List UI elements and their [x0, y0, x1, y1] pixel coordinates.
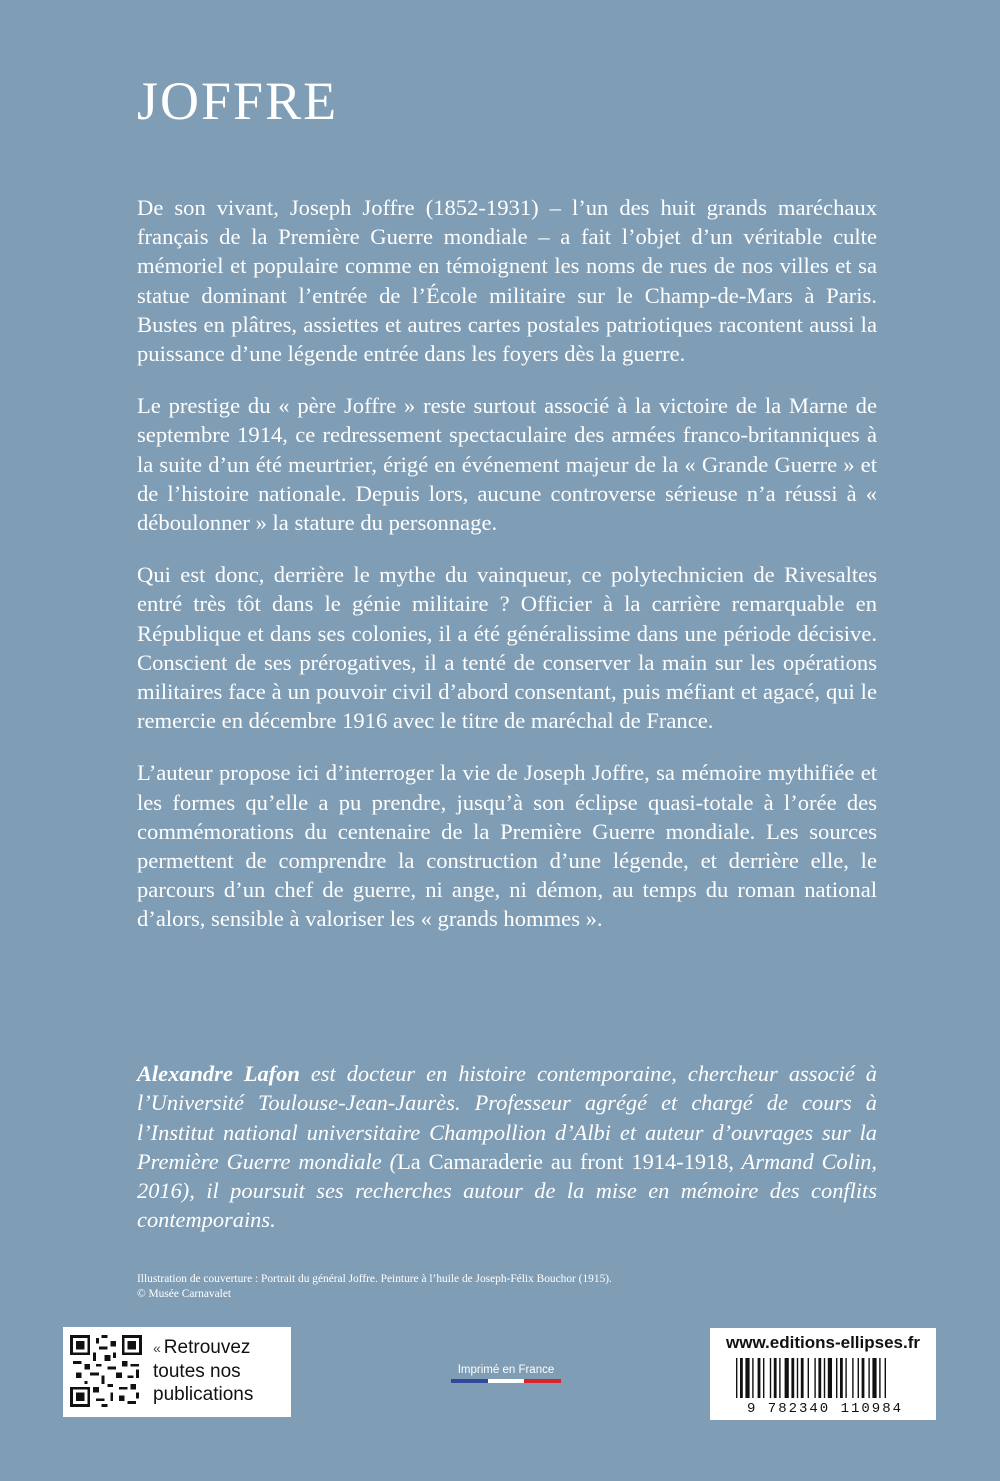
- qr-panel[interactable]: [63, 1327, 291, 1417]
- barcode-bar: [808, 1358, 809, 1398]
- barcode-bar: [836, 1358, 837, 1398]
- barcode-bar: [774, 1358, 777, 1398]
- author-name: Alexandre Lafon: [137, 1061, 300, 1086]
- barcode-bar: [885, 1358, 886, 1398]
- isbn-number: 9 782340 110984: [746, 1401, 904, 1414]
- qr-line-1: Retrouvez: [163, 1337, 251, 1358]
- barcode-bar: [801, 1358, 804, 1398]
- blurb: [137, 193, 877, 957]
- printed-label: Imprimé en France: [457, 1364, 555, 1376]
- flag-red: [524, 1379, 561, 1383]
- barcode-bar: [862, 1358, 865, 1398]
- qr-line-3: publications: [153, 1384, 254, 1405]
- credit-line-2: © Musée Carnavalet: [137, 1288, 232, 1300]
- bio-text-1: est docteur en histoire contemporaine, chercheur associé à l’Université Toulouse-Jean-Jaurès. Professeur agrégé et chargé de cours à l’Institut national universitaire Champollion d’Albi et auteur d’ouvrages sur la Première Guerre mondiale (: [137, 1061, 877, 1174]
- blurb-paragraph-3: Qui est donc, derrière le mythe du vainqueur, ce polytechnicien de Rivesaltes entré très tôt dans le génie militaire ? Officier à la carrière remarquable en République et dans ses colonies, il a été généralissime dans une période décisive. Conscient de ses prérogatives, il a tenté de conserver la main sur les opérations militaires face à un pouvoir civil d’abord consentant, puis méfiant et agacé, qui le remercie en décembre 1916 avec le titre de maréchal de France.: [137, 562, 877, 734]
- printed-in-france: [451, 1364, 561, 1383]
- blurb-paragraph-2: Le prestige du « père Joffre » reste surtout associé à la victoire de la Marne de septembre 1914, ce redressement spectaculaire des armées franco-britanniques à la suite d’un été meurtrier, érigé en événement majeur de la « Grande Guerre » et de l’histoire nationale. Depuis lors, aucune controverse sérieuse n’a réussi à « déboulonner » la stature du personnage.: [137, 393, 877, 536]
- qr-line-2: toutes nos: [153, 1361, 241, 1382]
- barcode-bar: [879, 1358, 880, 1398]
- qr-caption: [153, 1336, 288, 1406]
- barcode-bar: [745, 1358, 749, 1398]
- barcode-bar: [845, 1358, 846, 1398]
- flag-blue: [451, 1379, 488, 1383]
- barcode-bar: [752, 1358, 753, 1398]
- barcode-icon: [722, 1356, 928, 1414]
- bio-book-title: La Camaraderie au front 1914-1918,: [397, 1148, 735, 1174]
- cover-credit: [137, 1272, 877, 1302]
- barcode-bar: [736, 1358, 737, 1398]
- barcode-bar: [858, 1358, 859, 1398]
- credit-line-1: Illustration de couverture : Portrait du général Joffre. Peinture à l’huile de Joseph-Félix Bouchor (1915).: [137, 1273, 612, 1285]
- double-chevron-left-icon: «: [153, 1340, 161, 1356]
- barcode-bar: [840, 1358, 843, 1398]
- bio-text-2: Armand Colin, 2016), il poursuit ses recherches autour de la mise en mémoire des conflits contemporains.: [137, 1148, 877, 1233]
- barcode-bar: [868, 1358, 869, 1398]
- flag-white: [488, 1379, 525, 1383]
- barcode-bar: [852, 1358, 853, 1398]
- barcode-bar: [872, 1358, 876, 1398]
- publisher-url[interactable]: www.editions-ellipses.fr: [726, 1333, 920, 1352]
- barcode-bar: [791, 1358, 794, 1398]
- barcode-bar: [797, 1358, 798, 1398]
- barcode-bar: [779, 1358, 780, 1398]
- barcode-bar: [818, 1358, 821, 1398]
- book-title: JOFFRE: [137, 71, 339, 131]
- barcode-bar: [785, 1358, 789, 1398]
- barcode-bar: [828, 1358, 832, 1398]
- barcode-panel: [710, 1328, 936, 1420]
- qr-code-icon[interactable]: [70, 1335, 142, 1407]
- blurb-paragraph-1: De son vivant, Joseph Joffre (1852-1931) – l’un des huit grands maréchaux français de la Première Guerre mondiale – a fait l’objet d’un véritable culte mémoriel et populaire comme en témoignent les noms de rues de nos villes et sa statue dominant l’entrée de l’École militaire sur le Champ-de-Mars à Paris. Bustes en plâtres, assiettes et autres cartes postales patriotiques racontent aussi la puissance d’une légende entrée dans les foyers dès la guerre.: [137, 195, 877, 367]
- author-bio: [137, 1059, 877, 1235]
- barcode-bar: [824, 1358, 825, 1398]
- barcode-bar: [770, 1358, 771, 1398]
- blurb-paragraph-4: L’auteur propose ici d’interroger la vie de Joseph Joffre, sa mémoire mythifiée et les formes qu’elle a pu prendre, jusqu’à son éclipse quasi-totale à l’orée des commémorations du centenaire de la Première Guerre mondiale. Les sources permettent de comprendre la construction d’une légende, et derrière elle, le parcours d’un chef de guerre, ni ange, ni démon, au temps du roman national d’alors, sensible à valoriser les « grands hommes ».: [137, 760, 877, 932]
- barcode-bar: [758, 1358, 761, 1398]
- barcode-bar: [740, 1358, 743, 1398]
- barcode-bar: [763, 1358, 764, 1398]
- barcode-bar: [814, 1358, 815, 1398]
- french-flag-icon: [451, 1379, 561, 1383]
